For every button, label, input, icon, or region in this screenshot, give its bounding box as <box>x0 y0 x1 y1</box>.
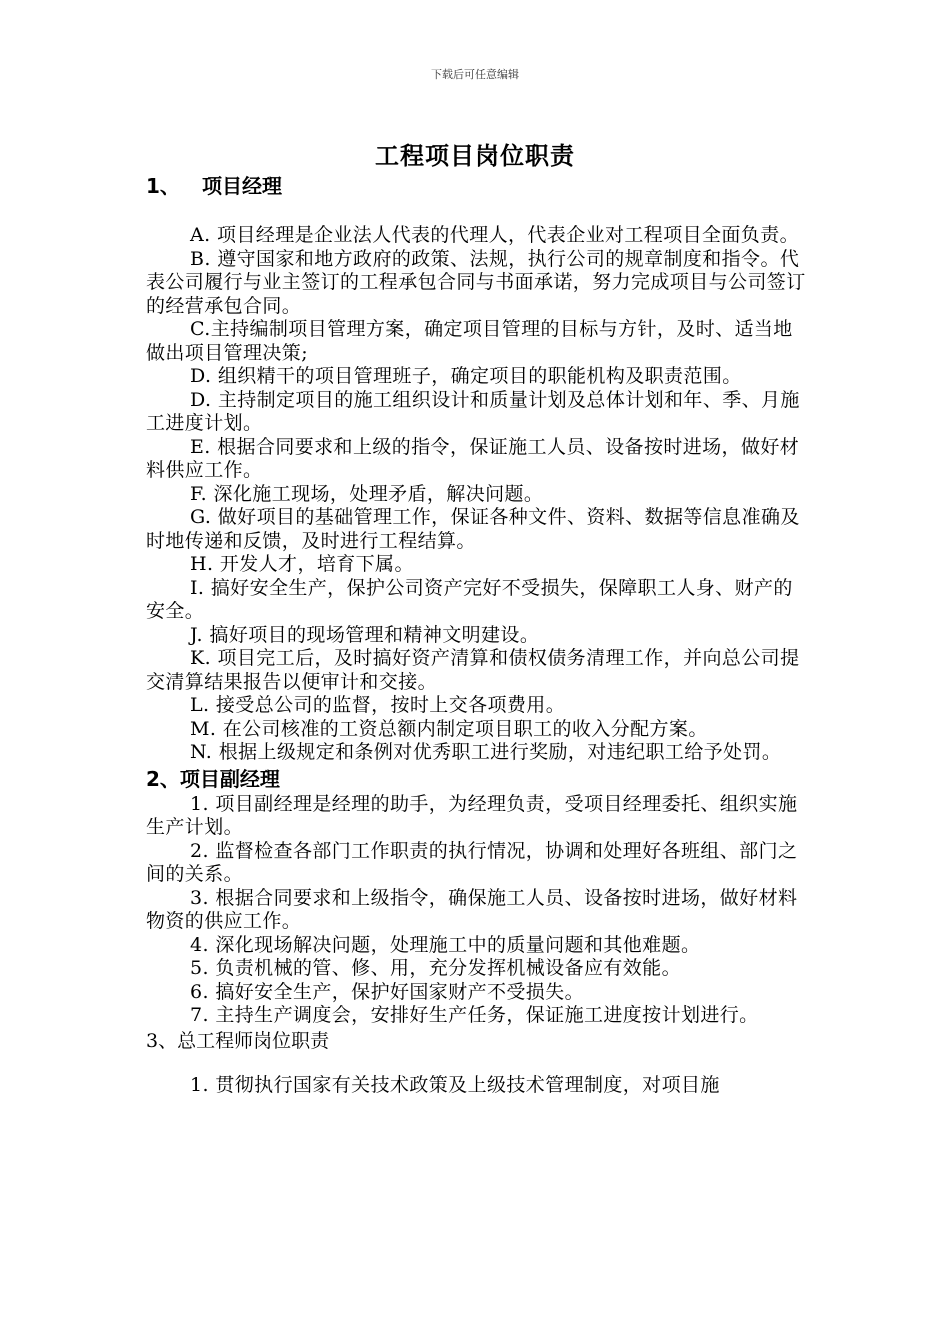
page-title: 工程项目岗位职责 <box>375 142 575 170</box>
section-3-heading: 3、总工程师岗位职责 <box>146 1029 330 1052</box>
section1-paragraph: A. 项目经理是企业法人代表的代理人，代表企业对工程项目全面负责。 <box>190 224 800 246</box>
section2-paragraph: 6. 搞好安全生产，保护好国家财产不受损失。 <box>190 980 584 1003</box>
section-2-list <box>146 793 808 1028</box>
section1-paragraph: N. 根据上级规定和条例对优秀职工进行奖励，对违纪职工给予处罚。 <box>190 741 782 763</box>
section1-paragraph: K. 项目完工后，及时搞好资产清算和债权债务清理工作，并向总公司提交清算结果报告以便审计和交接。 <box>146 647 800 693</box>
section1-paragraph: E. 根据合同要求和上级的指令，保证施工人员、设备按时进场，做好材料供应工作。 <box>146 435 800 481</box>
section1-paragraph: G. 做好项目的基础管理工作，保证各种文件、资料、数据等信息准确及时地传递和反馈，及时进行工程结算。 <box>146 506 800 552</box>
section1-paragraph: H. 开发人才，培育下属。 <box>190 553 414 575</box>
section2-paragraph: 7. 主持生产调度会，安排好生产任务，保证施工进度按计划进行。 <box>190 1004 759 1026</box>
section1-paragraph: J. 搞好项目的现场管理和精神文明建设。 <box>190 623 540 646</box>
section-1-number: 1、 <box>146 174 180 198</box>
section1-paragraph: D. 主持制定项目的施工组织设计和质量计划及总体计划和年、季、月施工进度计划。 <box>146 388 800 434</box>
header-note: 下载后可任意编辑 <box>431 68 519 81</box>
section2-paragraph: 1. 项目副经理是经理的助手，为经理负责，受项目经理委托、组织实施生产计划。 <box>146 792 798 838</box>
section3-paragraph: 1. 贯彻执行国家有关技术政策及上级技术管理制度，对项目施 <box>190 1073 720 1096</box>
section2-paragraph: 2. 监督检查各部门工作职责的执行情况，协调和处理好各班组、部门之间的关系。 <box>146 839 798 885</box>
document-body <box>146 172 808 1097</box>
section-1-heading <box>146 172 808 200</box>
section2-paragraph: 5. 负责机械的管、修、用，充分发挥机械设备应有效能。 <box>190 957 681 979</box>
section-3-list <box>146 1074 808 1098</box>
section-2-heading: 2、项目副经理 <box>146 766 280 791</box>
section1-paragraph: L. 接受总公司的监督，按时上交各项费用。 <box>190 694 566 716</box>
section1-paragraph: D. 组织精干的项目管理班子，确定项目的职能机构及职责范围。 <box>190 365 742 387</box>
section-1-title: 项目经理 <box>202 174 282 198</box>
section2-paragraph: 4. 深化现场解决问题，处理施工中的质量问题和其他难题。 <box>190 933 701 956</box>
section1-paragraph: B. 遵守国家和地方政府的政策、法规，执行公司的规章制度和指令。代表公司履行与业主签订的工程承包合同与书面承诺，努力完成项目与公司签订的经营承包合同。 <box>146 247 806 317</box>
section1-paragraph: I. 搞好安全生产，保护公司资产完好不受损失，保障职工人身、财产的安全。 <box>146 576 793 622</box>
section1-paragraph: C.主持编制项目管理方案，确定项目管理的目标与方针，及时、适当地做出项目管理决策; <box>146 318 793 364</box>
section2-paragraph: 3. 根据合同要求和上级指令，确保施工人员、设备按时进场，做好材料物资的供应工作。 <box>146 886 798 932</box>
section1-paragraph: M. 在公司核准的工资总额内制定项目职工的收入分配方案。 <box>190 717 708 740</box>
section1-paragraph: F. 深化施工现场，处理矛盾，解决问题。 <box>190 482 544 505</box>
section-1-list <box>146 224 808 765</box>
